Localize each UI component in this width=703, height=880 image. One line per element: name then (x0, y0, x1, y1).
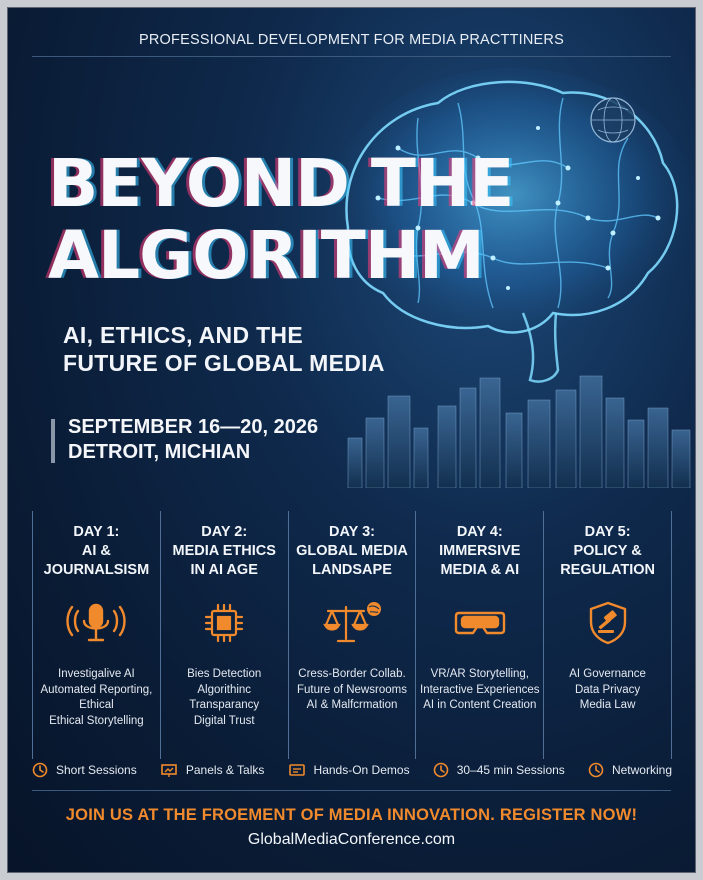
feature-label: 30–45 min Sessions (456, 763, 565, 777)
day-column-5 (543, 511, 672, 759)
day-title (544, 523, 671, 583)
chip-icon (161, 593, 288, 653)
list-item: Algorithinc (197, 683, 252, 696)
day-column-1 (32, 511, 160, 759)
list-item: Future of Newsrooms (297, 683, 407, 696)
list-item: Digital Trust (193, 714, 255, 727)
list-item: AI Governance (569, 668, 646, 680)
day-number: DAY 3: (329, 524, 375, 540)
day-number: DAY 1: (73, 524, 120, 540)
event-details (68, 415, 318, 465)
event-accent-bar (51, 419, 55, 463)
feature-networking (588, 762, 672, 778)
city-skyline-illustration (308, 358, 695, 488)
day-number: DAY 2: (201, 524, 248, 540)
list-item: Transparancy (189, 699, 260, 711)
poster (8, 8, 695, 872)
clock-icon (32, 762, 48, 778)
day-topic: IMMERSIVE (439, 543, 521, 559)
website-link[interactable]: GlobalMediaConference.com (247, 831, 456, 848)
day-topic: IN AI AGE (190, 562, 258, 578)
shield-gavel-icon (544, 593, 671, 653)
list-item: AI & Malfcrmation (306, 699, 398, 711)
list-item: Ethical (79, 699, 114, 711)
day-topics-list (416, 667, 543, 714)
day-topics-list (544, 667, 671, 714)
day-topic: REGULATION (560, 562, 655, 578)
clock-icon (588, 762, 604, 778)
feature-hands-on-demos (288, 762, 410, 778)
poster-title (48, 145, 514, 294)
clock-icon (433, 762, 449, 778)
event-location: DETROIT, MICHIAN (68, 441, 251, 463)
feature-label: Networking (611, 763, 672, 777)
title-line-1: BEYOND THE (48, 145, 514, 222)
subtitle-line-1: AI, ETHICS, AND THE (63, 322, 303, 348)
day-number: DAY 4: (456, 524, 503, 540)
vr-headset-icon (416, 593, 543, 653)
day-topics-list (33, 667, 160, 729)
day-topic: JOURNALSISM (43, 562, 150, 578)
list-item: AI in Content Creation (423, 699, 537, 711)
divider-bottom (32, 790, 671, 791)
day-column-3 (288, 511, 416, 759)
day-schedule (32, 511, 672, 759)
list-item: Media Law (579, 699, 636, 711)
day-topic: AI & (81, 543, 111, 559)
day-topic: POLICY & (573, 543, 642, 559)
demo-icon (288, 762, 306, 778)
day-topics-list (289, 667, 416, 714)
list-item: Automated Reporting, (40, 683, 153, 696)
day-title (289, 523, 416, 583)
day-topic: MEDIA ETHICS (172, 543, 276, 559)
poster-subtitle (63, 321, 385, 377)
day-number: DAY 5: (584, 524, 631, 540)
list-item: Bies Detection (187, 668, 262, 680)
day-topics-list (161, 667, 288, 729)
call-to-action: JOIN US AT THE FROEMENT OF MEDIA INNOVATION. REGISTER NOW! (65, 806, 638, 824)
list-item: Data Privacy (574, 683, 641, 696)
scales-globe-icon (289, 593, 416, 653)
list-item: VR/AR Storytelling, (430, 668, 529, 680)
microphone-icon (33, 593, 160, 653)
day-column-4 (415, 511, 543, 759)
day-title (33, 523, 160, 583)
event-dates: SEPTEMBER 16—20, 2026 (68, 416, 319, 438)
list-item: Investigalive AI (58, 668, 135, 680)
day-title (416, 523, 543, 583)
title-line-2: ALGORITHM (48, 217, 484, 294)
feature-label: Short Sessions (56, 763, 137, 777)
tagline: PROFESSIONAL DEVELOPMENT FOR MEDIA PRACTTINERS (139, 32, 564, 48)
list-item: Interactive Experiences (420, 683, 540, 696)
feature-short-sessions (32, 762, 137, 778)
day-topic: LANDSAPE (312, 562, 392, 578)
day-column-2 (160, 511, 288, 759)
presentation-icon (160, 762, 178, 778)
features-bar (32, 760, 672, 780)
day-topic: GLOBAL MEDIA (296, 543, 408, 559)
feature-label: Panels & Talks (185, 763, 265, 777)
day-topic: MEDIA & AI (440, 562, 520, 578)
feature-session-length (433, 762, 565, 778)
subtitle-line-2: FUTURE OF GLOBAL MEDIA (63, 350, 385, 376)
list-item: Ethical Storytelling (49, 714, 144, 727)
divider-top (32, 56, 671, 57)
feature-label: Hands-On Demos (313, 763, 410, 777)
feature-panels-talks (160, 762, 265, 778)
day-title (161, 523, 288, 583)
list-item: Cress-Border Collab. (298, 668, 406, 680)
